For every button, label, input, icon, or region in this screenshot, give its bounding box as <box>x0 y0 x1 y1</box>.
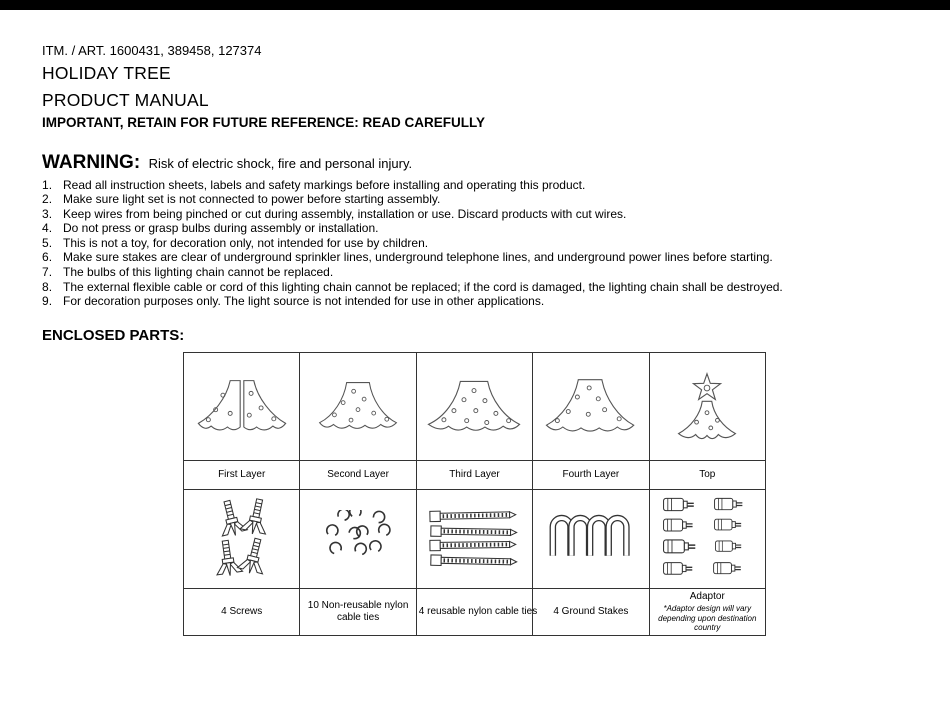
screws-label: 4 Screws <box>184 589 300 635</box>
adaptor-label-cell <box>649 589 765 635</box>
second-layer-label: Second Layer <box>300 461 416 490</box>
warning-item-text: This is not a toy, for decoration only, not intended for use by children. <box>63 235 429 250</box>
warning-label: WARNING: <box>42 151 141 173</box>
tree-layer-icon <box>310 378 406 436</box>
warning-item-text: Make sure light set is not connected to power before starting assembly. <box>63 192 441 207</box>
tree-top-star-icon <box>669 370 745 444</box>
cable-ties-icon <box>424 509 524 569</box>
ground-stakes-label: 4 Ground Stakes <box>533 589 649 635</box>
ground-stakes-image-cell <box>533 490 649 589</box>
item-number-line: ITM. / ART. 1600431, 389458, 127374 <box>42 43 262 58</box>
third-layer-label: Third Layer <box>416 461 532 490</box>
third-layer-image-cell <box>416 353 532 461</box>
enclosed-parts-heading: ENCLOSED PARTS: <box>42 327 185 345</box>
layer-labels-row <box>184 461 766 490</box>
manual-title: PRODUCT MANUAL <box>42 89 209 110</box>
top-black-bar <box>0 0 950 10</box>
warning-item-1 <box>42 179 910 191</box>
adaptors-icon <box>656 496 758 582</box>
adaptors-image-cell <box>649 490 765 589</box>
ground-stakes-icon <box>546 512 636 566</box>
warning-item-3 <box>42 208 910 220</box>
cable-ties-image-cell <box>416 490 532 589</box>
warning-item-text: The bulbs of this lighting chain cannot be replaced. <box>63 265 334 280</box>
adaptor-note: *Adaptor design will vary depending upon destination country <box>658 604 757 633</box>
fourth-layer-image-cell <box>533 353 649 461</box>
layer-images-row <box>184 353 766 461</box>
hardware-images-row <box>184 490 766 589</box>
split-tree-layer-icon <box>192 377 292 437</box>
warning-item-2 <box>42 193 910 205</box>
cable-ties-label: 4 reusable nylon cable ties <box>416 589 532 635</box>
hardware-labels-row <box>184 589 766 635</box>
warning-item-4 <box>42 222 910 234</box>
tree-layer-icon <box>541 375 641 439</box>
adaptor-label: Adaptor <box>689 591 725 603</box>
page-content <box>0 10 950 636</box>
warning-item-text: Do not press or grasp bulbs during assembly or installation. <box>63 221 379 236</box>
warning-item-text: The external flexible cable or cord of this lighting chain cannot be replaced; if the cord is damaged, the lighting chain shall be destroyed. <box>63 279 783 294</box>
screws-icon <box>201 496 283 582</box>
enclosed-parts-table <box>183 352 766 635</box>
nylon-ties-image-cell <box>300 490 416 589</box>
warning-item-text: Keep wires from being pinched or cut during assembly, installation or use. Discard products with cut wires. <box>63 206 627 221</box>
warning-item-6 <box>42 251 910 263</box>
tree-layer-icon <box>422 376 526 438</box>
second-layer-image-cell <box>300 353 416 461</box>
warning-heading <box>42 152 910 174</box>
warning-item-8 <box>42 281 910 293</box>
first-layer-image-cell <box>184 353 300 461</box>
first-layer-label: First Layer <box>184 461 300 490</box>
warning-item-9 <box>42 295 910 307</box>
top-label: Top <box>649 461 765 490</box>
warning-item-5 <box>42 237 910 249</box>
fourth-layer-label: Fourth Layer <box>533 461 649 490</box>
product-title: HOLIDAY TREE <box>42 63 171 83</box>
warning-item-text: Make sure stakes are clear of underground sprinkler lines, underground telephone lines, and underground power lines before starting. <box>63 250 773 265</box>
warning-item-text: Read all instruction sheets, labels and safety markings before installing and operating this product. <box>63 177 586 192</box>
warning-list <box>42 179 910 308</box>
nylon-ties-label: 10 Non-reusable nylon cable ties <box>300 589 416 635</box>
top-image-cell <box>649 353 765 461</box>
warning-item-7 <box>42 266 910 278</box>
important-retain-note: IMPORTANT, RETAIN FOR FUTURE REFERENCE: READ CAREFULLY <box>42 114 486 130</box>
nylon-ties-icon <box>316 510 400 568</box>
screws-image-cell <box>184 490 300 589</box>
warning-item-text: For decoration purposes only. The light source is not intended for use in other applications. <box>63 294 545 309</box>
warning-lead-text: Risk of electric shock, fire and personal injury. <box>148 155 413 171</box>
